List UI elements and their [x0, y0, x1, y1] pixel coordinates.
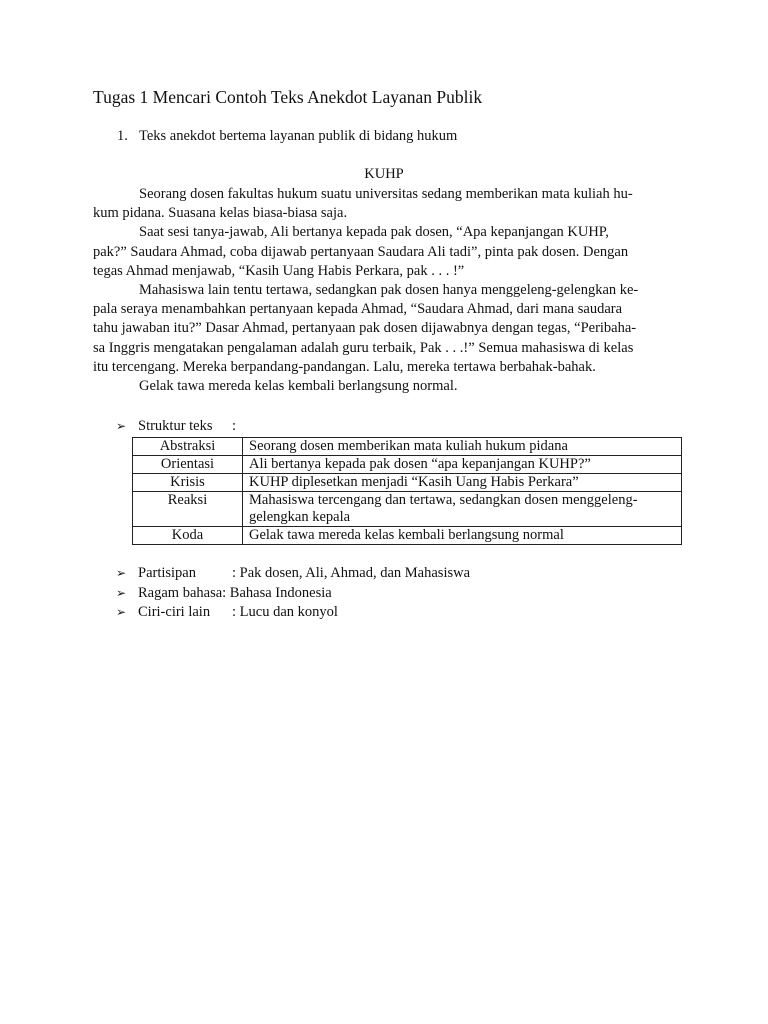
story-line: sa Inggris mengatakan pengalaman adalah guru terbaik, Pak . . .!” Semua mahasiswa di kelas [93, 340, 634, 356]
item-text: Teks anekdot bertema layanan publik di bidang hukum [139, 128, 458, 144]
table-row [133, 527, 682, 545]
bullet-label: Ciri-ciri lain [138, 604, 211, 620]
structure-label: Struktur teks [138, 418, 213, 434]
document-title: Tugas 1 Mencari Contoh Teks Anekdot Layanan Publik [93, 87, 483, 107]
arrow-bullet-icon: ➢ [116, 605, 127, 619]
bullet-label: Ragam bahasa [138, 585, 223, 601]
table-row [133, 438, 682, 456]
participant-bullet [116, 565, 470, 582]
story-line: tahu jawaban itu?” Dasar Ahmad, pertanyaan pak dosen dijawabnya dengan tegas, “Peribaha- [93, 320, 637, 336]
arrow-bullet-icon: ➢ [116, 566, 127, 580]
structure-value-line: Mahasiswa tercengang dan tertawa, sedangkan dosen menggeleng- [249, 492, 638, 508]
structure-value: Ali bertanya kepada pak dosen “apa kepanjangan KUHP?” [243, 456, 682, 474]
bullet-value: : Lucu dan konyol [232, 604, 338, 620]
structure-key: Orientasi [133, 456, 243, 474]
structure-key: Abstraksi [133, 438, 243, 456]
structure-value: Gelak tawa mereda kelas kembali berlangsung normal [243, 527, 682, 545]
arrow-bullet-icon: ➢ [116, 586, 127, 600]
structure-key: Reaksi [133, 492, 243, 527]
arrow-bullet-icon: ➢ [116, 419, 127, 433]
numbered-item-1 [117, 128, 457, 145]
story-line: Mahasiswa lain tentu tertawa, sedangkan pak dosen hanya menggeleng-gelengkan ke- [139, 282, 639, 298]
bullet-value: : Bahasa Indonesia [222, 585, 332, 601]
structure-value: Seorang dosen memberikan mata kuliah hukum pidana [243, 438, 682, 456]
structure-colon: : [232, 418, 237, 434]
story-line: kum pidana. Suasana kelas biasa-biasa saja. [93, 205, 348, 221]
table-row [133, 492, 682, 527]
structure-value-line: gelengkan kepala [249, 509, 351, 525]
story-line: Gelak tawa mereda kelas kembali berlangsung normal. [139, 378, 458, 394]
structure-value: KUHP diplesetkan menjadi “Kasih Uang Habis Perkara” [243, 474, 682, 492]
bullet-label: Partisipan [138, 565, 196, 581]
language-bullet [116, 585, 332, 602]
traits-bullet [116, 604, 338, 621]
story-line: pala seraya menambahkan pertanyaan kepada Ahmad, “Saudara Ahmad, dari mana saudara [93, 301, 623, 317]
story-line: Saat sesi tanya-jawab, Ali bertanya kepada pak dosen, “Apa kepanjangan KUHP, [139, 224, 609, 240]
story-title: KUHP [364, 166, 404, 182]
table-row [133, 456, 682, 474]
story-line: pak?” Saudara Ahmad, coba dijawab pertanyaan Saudara Ali tadi”, pinta pak dosen. Dengan [93, 244, 629, 260]
table-row [133, 474, 682, 492]
story-line: itu tercengang. Mereka berpandang-pandangan. Lalu, mereka tertawa berbahak-bahak. [93, 359, 596, 375]
structure-bullet [116, 418, 236, 435]
item-number: 1. [117, 128, 128, 144]
bullet-value: : Pak dosen, Ali, Ahmad, dan Mahasiswa [232, 565, 471, 581]
story-line: tegas Ahmad menjawab, “Kasih Uang Habis Perkara, pak . . . !” [93, 263, 465, 279]
structure-key: Krisis [133, 474, 243, 492]
story-line: Seorang dosen fakultas hukum suatu universitas sedang memberikan mata kuliah hu- [139, 186, 633, 202]
structure-value [243, 492, 682, 527]
structure-table [132, 437, 682, 545]
structure-key: Koda [133, 527, 243, 545]
